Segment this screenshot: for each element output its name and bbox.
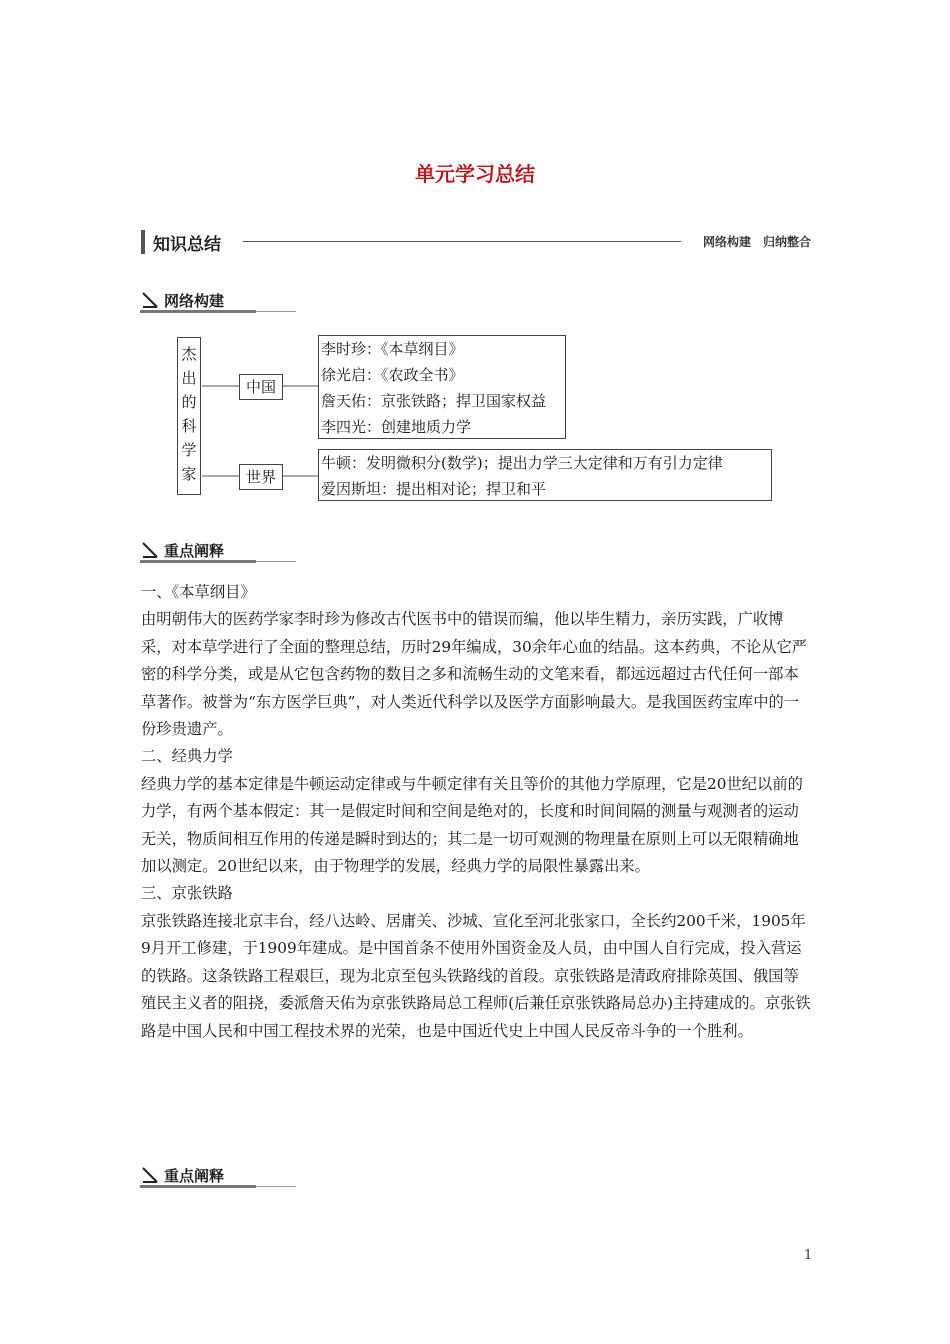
diagram-root: 杰 出 的 科 学 家	[177, 337, 201, 495]
knowledge-summary-label: 知识总结	[153, 235, 221, 255]
section-title: 重点阐释	[164, 1167, 225, 1185]
list-item: 牛顿：发明微积分(数学)；提出力学三大定律和万有引力定律	[321, 454, 723, 472]
underline	[140, 310, 256, 313]
list-item: 李四光：创建地质力学	[321, 418, 472, 436]
subsection-title: 二、经典力学	[141, 747, 233, 766]
divider-line	[243, 241, 681, 242]
diagonal-marker-icon	[142, 542, 158, 558]
diagonal-marker-icon	[142, 1167, 158, 1183]
paragraph: 经典力学的基本定律是牛顿运动定律或与牛顿定律有关且等价的其他力学原理，它是20世纪以前的力学，有两个基本假定：其一是假定时间和空间是绝对的，长度和时间间隔的测量与观测者的运动无关，物质间相互作用的传递是瞬时到达的；其二是一切可观测的物理量在原则上可以无限精确地加以测定。20世纪以来，由于物理学的发展，经典力学的局限性暴露出来。	[141, 774, 803, 876]
section-title: 网络构建	[164, 292, 225, 310]
underline	[140, 560, 256, 563]
underline-tail	[256, 1186, 296, 1187]
list-item: 詹天佑：京张铁路；捍卫国家权益	[321, 392, 547, 410]
world-scientists-list	[318, 449, 772, 501]
node-world: 世界	[239, 464, 283, 490]
list-item: 爱因斯坦：提出相对论；捍卫和平	[321, 480, 547, 498]
list-item: 徐光启：《农政全书》	[321, 366, 464, 384]
section-header-key-points	[140, 540, 296, 564]
diagram-connectors	[0, 0, 950, 520]
page-title: 单元学习总结	[415, 162, 535, 186]
subsection-title: 三、京张铁路	[141, 884, 233, 903]
subsection-title: 一、《本草纲目》	[141, 583, 256, 601]
section-header-key-points-2	[140, 1165, 296, 1189]
page-number: 1	[804, 1248, 813, 1263]
paragraph: 由明朝伟大的医药学家李时珍为修改古代医书中的错误而编，他以毕生精力，亲历实践，广收博采，对本草学进行了全面的整理总结，历时29年编成，30余年心血的结晶。这本药典，不论从它严密的科学分类，或是从它包含药物的数目之多和流畅生动的文笔来看，都远远超过古代任何一部本草著作。被誉为“东方医学巨典”，对人类近代科学以及医学方面影响最大。是我国医药宝库中的一份珍贵遗产。	[141, 610, 808, 739]
article-body	[141, 579, 811, 1045]
bar-marker	[141, 230, 145, 254]
list-item: 李时珍：《本草纲目》	[321, 340, 464, 358]
underline-tail	[256, 311, 296, 312]
underline	[140, 1185, 256, 1188]
diagonal-marker-icon	[142, 292, 158, 308]
section-title: 重点阐释	[164, 542, 225, 560]
paragraph: 京张铁路连接北京丰台，经八达岭、居庸关、沙城、宣化至河北张家口，全长约200千米，1905年9月开工修建，于1909年建成。是中国首条不使用外国资金及人员，由中国人自行完成，投入营运的铁路。这条铁路工程艰巨，现为北京至包头铁路线的首段。京张铁路是清政府排除英国、俄国等殖民主义者的阻挠，委派詹天佑为京张铁路局总工程师(后兼任京张铁路局总办)主持建成的。京张铁路是中国人民和中国工程技术界的光荣，也是中国近代史上中国人民反帝斗争的一个胜利。	[141, 911, 811, 1040]
underline-tail	[256, 561, 296, 562]
knowledge-summary-subtitle: 网络构建 归纳整合	[702, 235, 811, 249]
node-china: 中国	[239, 374, 283, 400]
china-scientists-list	[318, 335, 566, 439]
section-header-network	[140, 290, 296, 314]
knowledge-summary-bar	[141, 228, 811, 256]
